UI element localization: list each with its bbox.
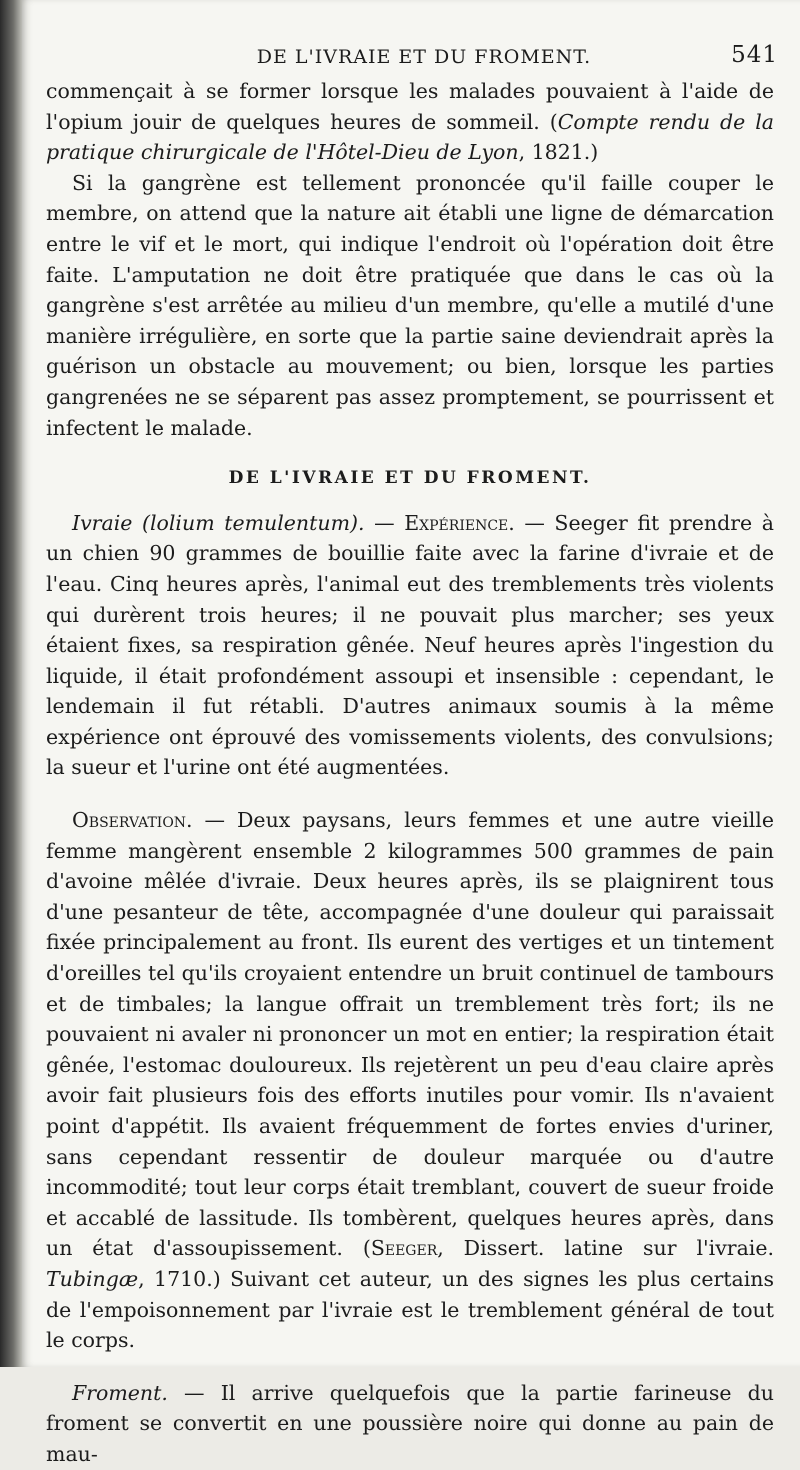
page-number: 541 <box>731 42 778 68</box>
label-observation: Observation. <box>72 808 193 833</box>
paragraph-ivraie: Ivraie (lolium temulentum). — Expérience. — Seeger fit prendre à un chien 90 grammes de bouillie faite avec la farine d'ivraie et de l'eau. Cinq heures après, l'animal eut des tremblements très violents qui durèrent trois heures; il ne pouvait plus marcher; ses yeux étaient fixes, sa respiration gênée. Neuf heures après l'ingestion du liquide, il était profondément assoupi et insensible : cependant, le lendemain il fut rétabli. D'autres animaux soumis à la même expérience ont éprouvé des vomissements violents, des convulsions; la sueur et l'urine ont été augmentées. <box>46 510 774 780</box>
paragraph-continuation: commençait à se former lorsque les malades pouvaient à l'aide de l'opium jouir de quelques heures de sommeil. (Compte rendu de la pratique chirurgicale de l'Hôtel-Dieu de Lyon, 1821.) <box>46 79 774 165</box>
book-spine-shadow <box>0 0 22 1367</box>
paragraph-observation: Observation. — Deux paysans, leurs femmes et une autre vieille femme mangèrent ensemble 2 kilogrammes 500 grammes de pain d'avoine mêlée d'ivraie. Deux heures après, ils se plaignirent tous d'une pesanteur de tête, accompagnée d'une douleur qui paraissait fixée principalement au front. Ils eurent des vertiges et un tintement d'oreilles tel qu'ils croyaient entendre un bruit continuel de tambours et de timbales; la langue offrait un tremblement très fort; ils ne pouvaient ni avaler ni prononcer un mot en entier; la respiration était gênée, l'estomac douloureux. Ils rejetèrent un peu d'eau claire après avoir fait plusieurs fois des efforts inutiles pour vomir. Ils n'avaient point d'appétit. Ils avaient fréquemment de fortes envies d'uriner, sans cependant ressentir de douleur marquée ou d'autre incommodité; tout leur corps était tremblant, couvert de sueur froide et accablé de lassitude. Ils tombèrent, quelques heures après, dans un état d'assoupissement. (Seeger, Dissert. latine sur l'ivraie. Tubingæ, 1710.) Suivant cet auteur, un des signes les plus certains de l'empoisonnement par l'ivraie est le tremblement général de tout le corps. <box>46 808 774 1353</box>
label-experience: Expérience. <box>404 510 515 535</box>
term-ivraie: Ivraie <box>72 510 133 535</box>
book-page <box>22 0 800 1466</box>
running-header <box>70 42 778 76</box>
latin-name: (lolium temulentum). <box>141 510 365 535</box>
citation-title: Compte rendu de la pratique chirurgicale de l'Hôtel-Dieu de Lyon <box>46 109 774 165</box>
section-title: DE L'IVRAIE ET DU FROMENT. <box>228 468 592 489</box>
author-name: Seeger <box>370 1236 438 1261</box>
term-froment: Froment. <box>72 1380 168 1405</box>
paragraph-gap <box>46 783 774 805</box>
body-text <box>46 76 774 1470</box>
place-name: Tubingæ <box>46 1266 139 1291</box>
running-title: DE L'IVRAIE ET DU FROMENT. <box>256 46 592 68</box>
paragraph-gangrene: Si la gangrène est tellement prononcée qu'il faille couper le membre, on attend que la nature ait établi une ligne de démarcation entre le vif et le mort, qui indique l'endroit où l'opération doit être faite. L'amputation ne doit être pratiquée que dans le cas où la gangrène s'est arrêtée au milieu d'un membre, qu'elle a mutilé d'une manière irrégulière, en sorte que la partie saine deviendrait après la guérison un obstacle au mouvement; ou bien, lorsque les parties gangrenées ne se séparent pas assez promptement, se pourrissent et infectent le malade. <box>46 170 774 440</box>
paragraph-froment: Froment. — Il arrive quelquefois que la partie farineuse du froment se convertit en une poussière noire qui donne au pain de mau- <box>46 1380 774 1466</box>
